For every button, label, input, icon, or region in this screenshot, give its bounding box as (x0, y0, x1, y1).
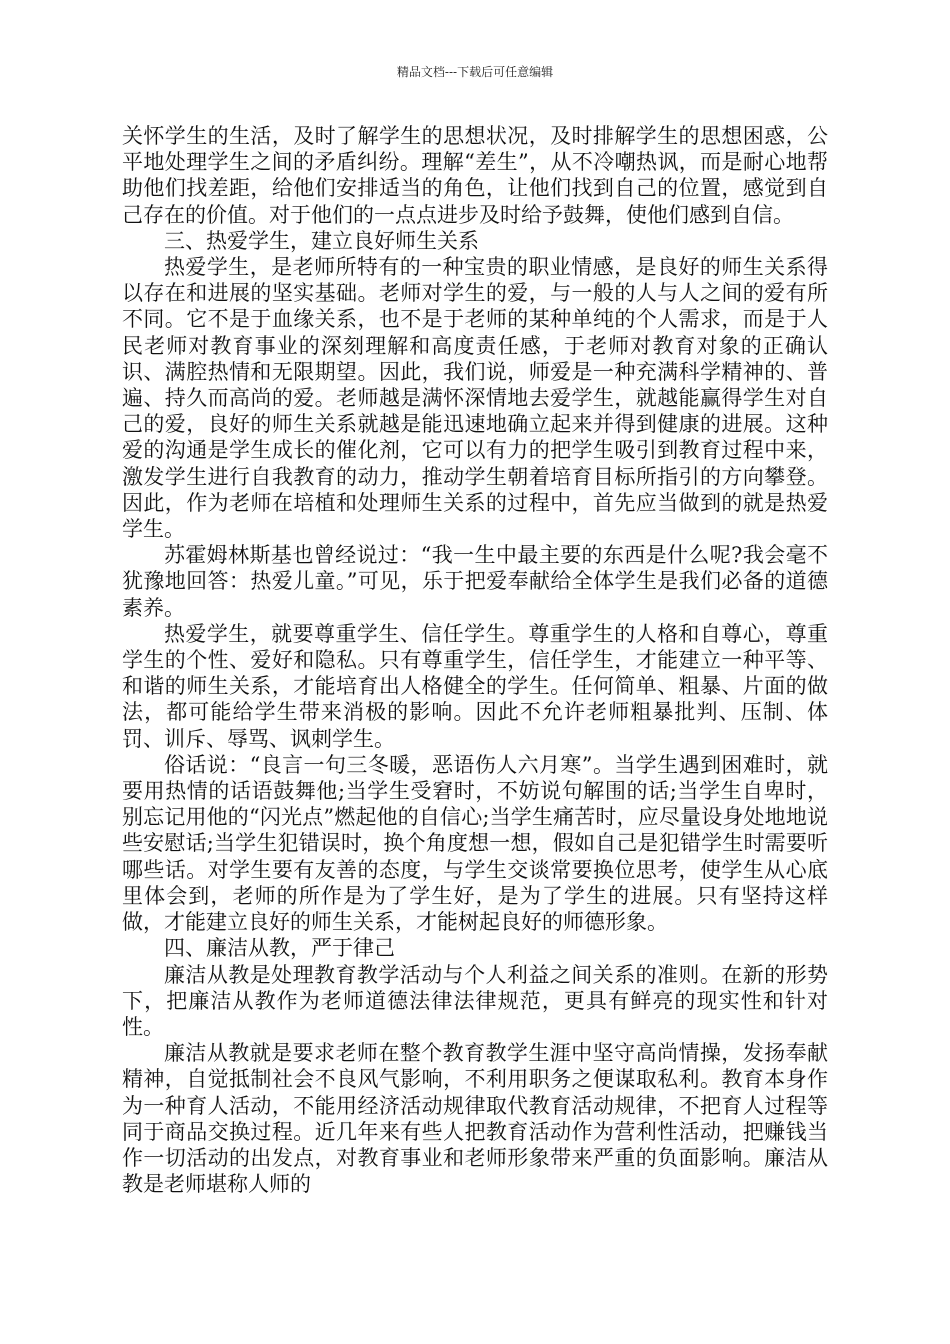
paragraph: 俗话说：“良言一句三冬暖，恶语伤人六月寒”。当学生遇到困难时，就要用热情的话语鼓舞他;当学生受窘时，不妨说句解围的话;当学生自卑时，别忘记用他的“闪光点”燃起他的自信心;当学生痛苦时，应尽量设身处地地说些安慰话;当学生犯错误时，换个角度想一想，假如自己是犯错学生时需要听哪些话。对学生要有友善的态度，与学生交谈常要换位思考，使学生从心底里体会到，老师的所作是为了学生好，是为了学生的进展。只有坚持这样做，才能建立良好的师生关系，才能树起良好的师德形象。 (122, 752, 828, 935)
paragraph: 苏霍姆林斯基也曾经说过：“我一生中最主要的东西是什么呢?我会毫不犹豫地回答：热爱儿童。”可见，乐于把爱奉献给全体学生是我们必备的道德素养。 (122, 543, 828, 620)
paragraph: 廉洁从教就是要求老师在整个教育教学生涯中坚守高尚情操，发扬奉献精神，自觉抵制社会不良风气影响，不利用职务之便谋取私利。教育本身作为一种育人活动，不能用经济活动规律取代教育活动规律，不把育人过程等同于商品交换过程。近几年来有些人把教育活动作为营利性活动，把赚钱当作一切活动的出发点，对教育事业和老师形象带来严重的负面影响。廉洁从教是老师堪称人师的 (122, 1041, 828, 1197)
paragraph: 热爱学生，是老师所特有的一种宝贵的职业情感，是良好的师生关系得以存在和进展的坚实基础。老师对学生的爱，与一般的人与人之间的爱有所不同。它不是于血缘关系，也不是于老师的某种单纯的个人需求，而是于人民老师对教育事业的深刻理解和高度责任感，于老师对教育对象的正确认识、满腔热情和无限期望。因此，我们说，师爱是一种充满科学精神的、普遍、持久而高尚的爱。老师越是满怀深情地去爱学生，就越能赢得学生对自己的爱，良好的师生关系就越是能迅速地确立起来并得到健康的进展。这种爱的沟通是学生成长的催化剂，它可以有力的把学生吸引到教育过程中来，激发学生进行自我教育的动力，推动学生朝着培育目标所指引的方向攀登。因此，作为老师在培植和处理师生关系的过程中，首先应当做到的就是热爱学生。 (122, 255, 828, 542)
section-heading-4: 四、廉洁从教，严于律己 (164, 936, 395, 961)
paragraph-continuation: 关怀学生的生活，及时了解学生的思想状况，及时排解学生的思想困惑，公平地处理学生之间的矛盾纠纷。理解“差生”，从不冷嘲热讽，而是耐心地帮助他们找差距，给他们安排适当的角色，让他们找到自己的位置，感觉到自己存在的价值。对于他们的一点点进步及时给予鼓舞，使他们感到自信。 (122, 124, 828, 227)
paragraph: 廉洁从教是处理教育教学活动与个人利益之间关系的准则。在新的形势下，把廉洁从教作为老师道德法律法律规范，更具有鲜亮的现实性和针对性。 (122, 962, 828, 1039)
document-body (122, 123, 828, 1197)
section-heading-3: 三、热爱学生，建立良好师生关系 (164, 228, 479, 253)
paragraph: 热爱学生，就要尊重学生、信任学生。尊重学生的人格和自尊心，尊重学生的个性、爱好和隐私。只有尊重学生，信任学生，才能建立一种平等、和谐的师生关系，才能培育出人格健全的学生。任何简单、粗暴、片面的做法，都可能给学生带来消极的影响。因此不允许老师粗暴批判、压制、体罚、训斥、辱骂、讽刺学生。 (122, 621, 828, 751)
page-header: 精品文档---下载后可任意编辑 (396, 65, 554, 79)
